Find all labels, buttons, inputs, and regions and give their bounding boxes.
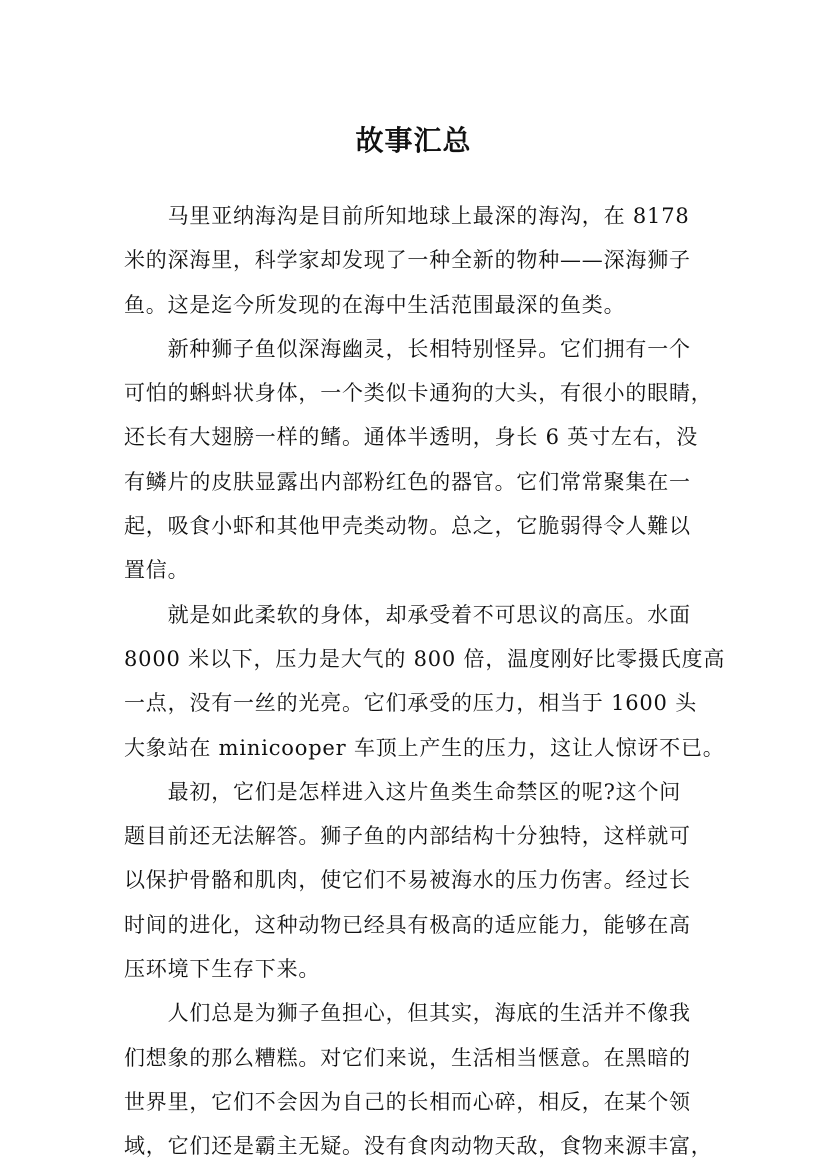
paragraph-line: 们想象的那么糟糕。对它们来说，生活相当惬意。在黑暗的 xyxy=(124,1045,691,1070)
paragraph-3 xyxy=(124,593,726,770)
paragraph-line: 可怕的蝌蚪状身体，一个类似卡通狗的大头，有很小的眼睛， xyxy=(124,381,713,406)
paragraph-line: 置信。 xyxy=(124,558,190,583)
paragraph-line: 最初，它们是怎样进入这片鱼类生命禁区的呢?这个问 xyxy=(124,779,682,804)
paragraph-line: 世界里，它们不会因为自己的长相而心碎，相反，在某个领 xyxy=(124,1089,691,1114)
paragraph-line: 就是如此柔软的身体，却承受着不可思议的高压。水面 xyxy=(124,602,691,627)
paragraph-2 xyxy=(124,327,714,593)
paragraph-line: 时间的进化，这种动物已经具有极高的适应能力，能够在高 xyxy=(124,912,691,937)
paragraph-4 xyxy=(124,770,714,991)
paragraph-line: 人们总是为狮子鱼担心，但其实，海底的生活并不像我 xyxy=(124,1001,691,1026)
paragraph-1 xyxy=(124,194,714,327)
paragraph-line: 一点，没有一丝的光亮。它们承受的压力，相当于 1600 头 xyxy=(124,691,697,716)
paragraph-line: 起，吸食小虾和其他甲壳类动物。总之，它脆弱得令人難以 xyxy=(124,514,691,539)
document-body xyxy=(124,194,726,1169)
paragraph-line: 题目前还无法解答。狮子鱼的内部结构十分独特，这样就可 xyxy=(124,824,691,849)
paragraph-5 xyxy=(124,991,714,1168)
paragraph-line: 还长有大翅膀一样的鳍。通体半透明，身长 6 英寸左右，没 xyxy=(124,425,699,450)
paragraph-line: 域，它们还是霸主无疑。没有食肉动物天敌，食物来源丰富， xyxy=(124,1134,713,1159)
paragraph-line: 压环境下生存下来。 xyxy=(124,957,321,982)
paragraph-line: 马里亚纳海沟是目前所知地球上最深的海沟，在 8178 xyxy=(124,204,690,228)
paragraph-line: 新种狮子鱼似深海幽灵，长相特别怪异。它们拥有一个 xyxy=(124,336,691,361)
paragraph-line: 以保护骨骼和肌肉，使它们不易被海水的压力伤害。经过长 xyxy=(124,868,691,893)
paragraph-line: 鱼。这是迄今所发现的在海中生活范围最深的鱼类。 xyxy=(124,292,626,317)
document-title: 故事汇总 xyxy=(355,123,472,157)
paragraph-line: 有鳞片的皮肤显露出内部粉红色的器官。它们常常聚集在一 xyxy=(124,469,691,494)
paragraph-line: 米的深海里，科学家却发现了一种全新的物种——深海狮子 xyxy=(124,248,691,273)
paragraph-line: 8000 米以下，压力是大气的 800 倍，温度刚好比零摄氏度高 xyxy=(124,646,726,671)
paragraph-line: 大象站在 minicooper 车顶上产生的压力，这让人惊讶不已。 xyxy=(124,735,725,760)
